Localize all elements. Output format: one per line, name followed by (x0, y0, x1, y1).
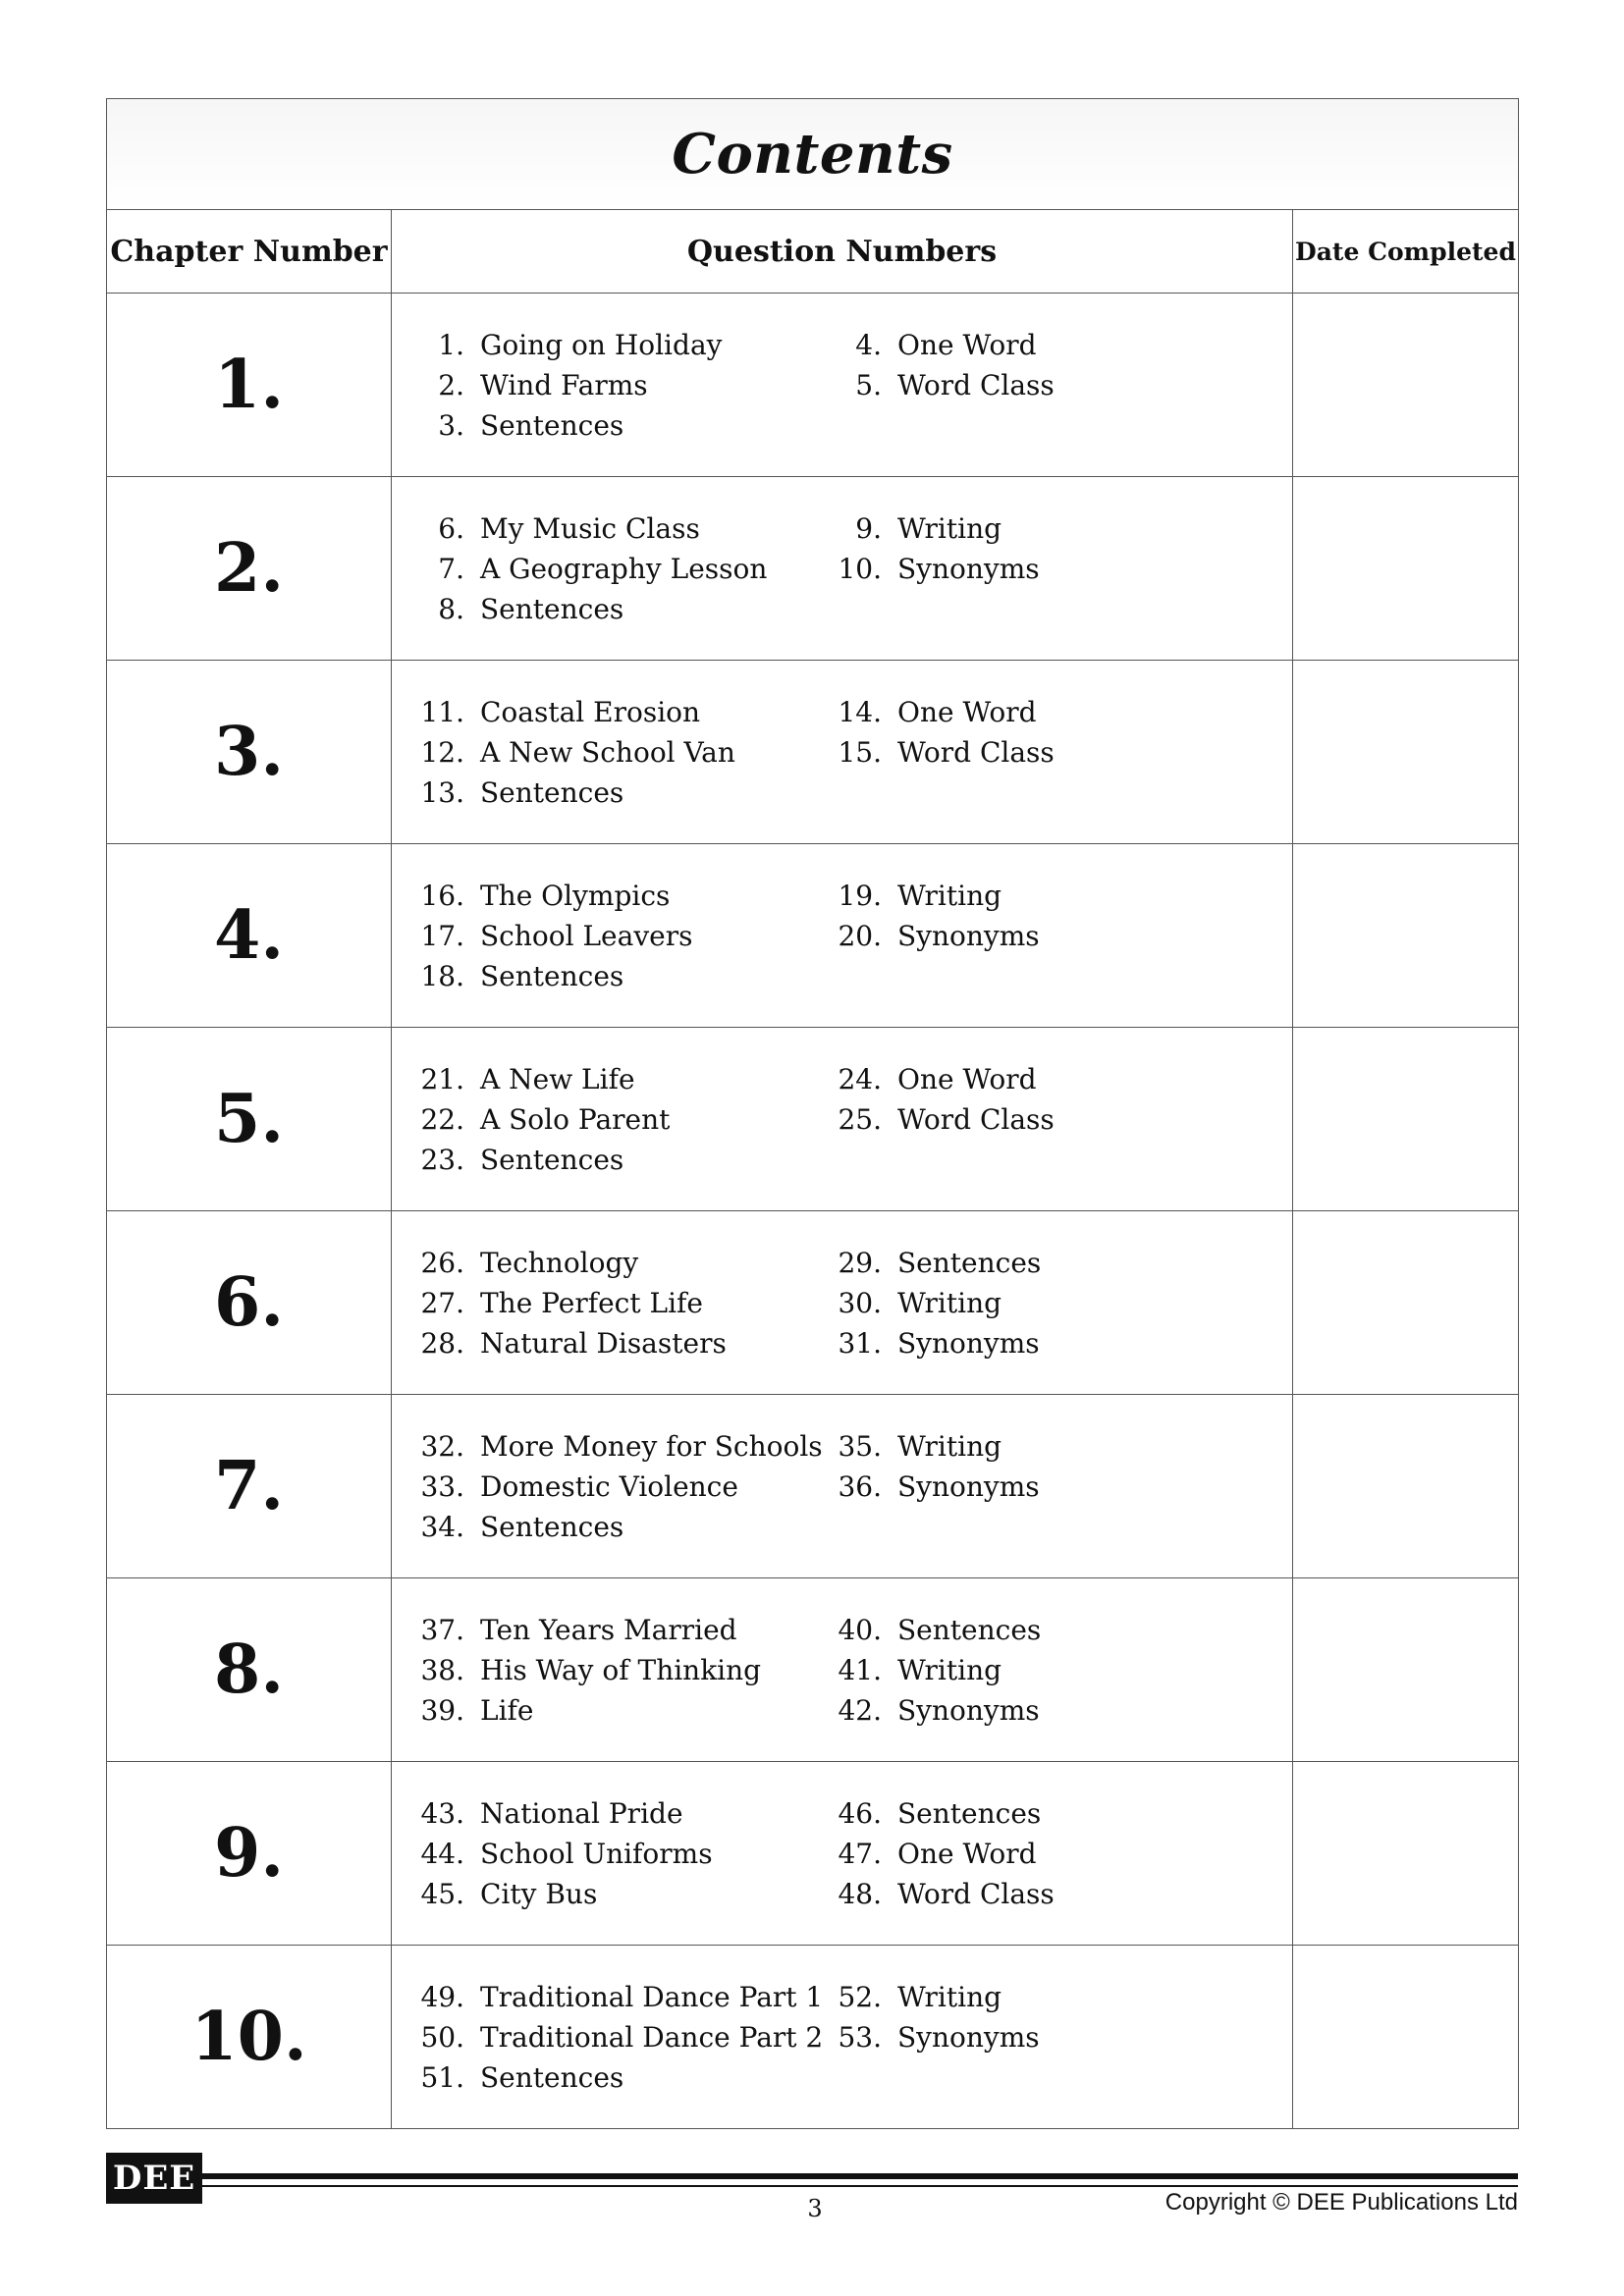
question-item (406, 1510, 823, 1544)
question-grid (406, 879, 1292, 993)
question-grid (406, 695, 1292, 810)
question-title: His Way of Thinking (480, 1653, 762, 1686)
question-list (392, 1762, 1293, 1946)
question-item (406, 592, 823, 626)
chapter-row (107, 1028, 1519, 1211)
chapter-row (107, 1946, 1519, 2129)
question-number: 16. (420, 879, 464, 912)
chapter-number: 3. (107, 661, 392, 844)
question-number: 1. (438, 328, 464, 361)
question-item (823, 408, 1176, 443)
footer-rule-thick (202, 2173, 1518, 2179)
question-grid (406, 328, 1292, 443)
question-list (392, 1028, 1293, 1211)
question-title: Sentences (480, 1143, 624, 1176)
question-item (823, 328, 1176, 362)
question-title: Traditional Dance Part 1 (480, 1980, 824, 2013)
question-number: 50. (420, 2020, 464, 2054)
question-title: Word Class (897, 368, 1055, 401)
question-item (823, 1469, 1176, 1504)
question-number: 15. (838, 735, 882, 769)
question-title: Wind Farms (480, 368, 648, 401)
question-title: Sentences (480, 2060, 624, 2094)
question-title: School Uniforms (480, 1837, 713, 1870)
question-item (406, 1469, 823, 1504)
question-item (823, 2060, 1176, 2095)
question-number: 14. (838, 695, 882, 728)
question-item (406, 1286, 823, 1320)
date-completed-cell[interactable] (1293, 1946, 1519, 2129)
question-number: 46. (838, 1796, 882, 1830)
question-number: 9. (855, 511, 882, 545)
dee-logo: DEE (106, 2153, 202, 2204)
question-item (823, 1062, 1176, 1096)
question-number: 5. (855, 368, 882, 401)
date-completed-cell[interactable] (1293, 661, 1519, 844)
chapter-row (107, 294, 1519, 477)
question-item (823, 511, 1176, 546)
question-item (406, 408, 823, 443)
question-item (823, 2020, 1176, 2055)
question-item (823, 1246, 1176, 1280)
date-completed-cell[interactable] (1293, 844, 1519, 1028)
question-item (406, 328, 823, 362)
question-number: 3. (438, 408, 464, 442)
question-title: A Solo Parent (480, 1102, 671, 1136)
question-item (823, 368, 1176, 402)
question-title: Sentences (480, 959, 624, 992)
question-title: More Money for Schools (480, 1429, 823, 1463)
question-item (823, 879, 1176, 913)
question-item (406, 1246, 823, 1280)
question-number: 17. (420, 919, 464, 952)
question-item (823, 1796, 1176, 1831)
page-number: 3 (807, 2195, 823, 2222)
question-item (823, 919, 1176, 953)
question-grid (406, 1246, 1292, 1361)
question-number: 48. (838, 1877, 882, 1910)
question-item (406, 2020, 823, 2055)
page-title: Contents (107, 99, 1519, 210)
question-number: 37. (420, 1613, 464, 1646)
question-title: Sentences (480, 1510, 624, 1543)
question-grid (406, 511, 1292, 626)
question-item (823, 1429, 1176, 1464)
question-number: 19. (838, 879, 882, 912)
question-number: 30. (838, 1286, 882, 1319)
question-item (406, 1653, 823, 1687)
question-title: Sentences (897, 1246, 1042, 1279)
question-number: 51. (420, 2060, 464, 2094)
question-number: 29. (838, 1246, 882, 1279)
question-list (392, 1211, 1293, 1395)
chapter-number: 10. (107, 1946, 392, 2129)
question-item (406, 919, 823, 953)
question-title: The Olympics (480, 879, 671, 912)
question-item (823, 1286, 1176, 1320)
question-number: 7. (438, 552, 464, 585)
question-number: 10. (838, 552, 882, 585)
question-item (823, 695, 1176, 729)
question-number: 23. (420, 1143, 464, 1176)
question-number: 25. (838, 1102, 882, 1136)
question-title: City Bus (480, 1877, 598, 1910)
question-number: 6. (438, 511, 464, 545)
question-title: A Geography Lesson (480, 552, 768, 585)
question-item (406, 1102, 823, 1137)
question-title: Sentences (897, 1613, 1042, 1646)
question-title: Writing (897, 1653, 1002, 1686)
question-number: 12. (420, 735, 464, 769)
date-completed-header: Date Completed (1293, 210, 1519, 294)
date-completed-cell[interactable] (1293, 1578, 1519, 1762)
question-item (823, 959, 1176, 993)
question-number: 13. (420, 775, 464, 809)
question-title: Synonyms (897, 2020, 1040, 2054)
question-title: Ten Years Married (480, 1613, 737, 1646)
question-number: 22. (420, 1102, 464, 1136)
question-title: Sentences (480, 775, 624, 809)
question-item (406, 959, 823, 993)
chapter-number: 5. (107, 1028, 392, 1211)
question-number: 44. (420, 1837, 464, 1870)
question-number: 45. (420, 1877, 464, 1910)
question-title: Sentences (897, 1796, 1042, 1830)
question-number: 53. (838, 2020, 882, 2054)
question-item (406, 695, 823, 729)
chapter-number: 7. (107, 1395, 392, 1578)
question-number: 42. (838, 1693, 882, 1727)
question-item (406, 1837, 823, 1871)
question-title: The Perfect Life (480, 1286, 703, 1319)
question-title: Synonyms (897, 1326, 1040, 1360)
chapter-row (107, 1211, 1519, 1395)
question-list (392, 477, 1293, 661)
question-title: A New Life (480, 1062, 635, 1095)
header-row (107, 210, 1519, 294)
question-title: Going on Holiday (480, 328, 723, 361)
question-list (392, 294, 1293, 477)
date-completed-cell[interactable] (1293, 1028, 1519, 1211)
question-item (406, 775, 823, 810)
question-title: A New School Van (480, 735, 735, 769)
chapter-number: 9. (107, 1762, 392, 1946)
question-number: 39. (420, 1693, 464, 1727)
question-title: Writing (897, 879, 1002, 912)
question-title: Synonyms (897, 552, 1040, 585)
question-item (823, 1510, 1176, 1544)
question-title: Sentences (480, 592, 624, 625)
question-item (406, 1326, 823, 1361)
question-grid (406, 1980, 1292, 2095)
chapter-row (107, 844, 1519, 1028)
question-item (823, 1613, 1176, 1647)
question-number: 27. (420, 1286, 464, 1319)
question-item (406, 1693, 823, 1728)
question-item (406, 1980, 823, 2014)
footer-rule-thin (202, 2185, 1518, 2187)
question-item (823, 1143, 1176, 1177)
date-completed-cell[interactable] (1293, 1211, 1519, 1395)
question-item (823, 592, 1176, 626)
chapter-list (107, 294, 1519, 2129)
date-completed-cell[interactable] (1293, 1762, 1519, 1946)
question-number: 11. (420, 695, 464, 728)
question-item (823, 1837, 1176, 1871)
question-title: Life (480, 1693, 534, 1727)
chapter-number: 4. (107, 844, 392, 1028)
question-item (406, 1877, 823, 1911)
question-item (406, 735, 823, 770)
date-completed-cell[interactable] (1293, 1395, 1519, 1578)
question-number: 35. (838, 1429, 882, 1463)
question-title: Word Class (897, 735, 1055, 769)
question-item (406, 1062, 823, 1096)
question-item (406, 879, 823, 913)
question-title: Word Class (897, 1877, 1055, 1910)
question-number: 33. (420, 1469, 464, 1503)
chapter-row (107, 661, 1519, 844)
question-title: One Word (897, 1062, 1037, 1095)
question-number: 43. (420, 1796, 464, 1830)
question-item (406, 2060, 823, 2095)
question-item (823, 775, 1176, 810)
question-number: 47. (838, 1837, 882, 1870)
chapter-number: 6. (107, 1211, 392, 1395)
question-list (392, 661, 1293, 844)
chapter-number-header: Chapter Number (107, 210, 392, 294)
question-title: Synonyms (897, 1469, 1040, 1503)
question-number: 31. (838, 1326, 882, 1360)
question-number: 8. (438, 592, 464, 625)
question-number: 38. (420, 1653, 464, 1686)
question-item (406, 552, 823, 586)
question-item (406, 511, 823, 546)
question-number: 36. (838, 1469, 882, 1503)
question-number: 28. (420, 1326, 464, 1360)
question-item (823, 1980, 1176, 2014)
question-number: 26. (420, 1246, 464, 1279)
question-title: One Word (897, 1837, 1037, 1870)
question-title: School Leavers (480, 919, 693, 952)
chapter-row (107, 1578, 1519, 1762)
chapter-number: 1. (107, 294, 392, 477)
question-title: Writing (897, 1980, 1002, 2013)
question-number: 4. (855, 328, 882, 361)
question-number: 49. (420, 1980, 464, 2013)
question-title: Writing (897, 511, 1002, 545)
question-item (406, 368, 823, 402)
question-item (823, 1102, 1176, 1137)
question-item (823, 1877, 1176, 1911)
contents-table (106, 98, 1519, 2129)
question-item (406, 1143, 823, 1177)
title-row (107, 99, 1519, 210)
question-number: 52. (838, 1980, 882, 2013)
question-number: 41. (838, 1653, 882, 1686)
copyright-notice: Copyright © DEE Publications Ltd (1164, 2189, 1518, 2216)
question-grid (406, 1613, 1292, 1728)
question-grid (406, 1429, 1292, 1544)
question-item (406, 1613, 823, 1647)
question-title: One Word (897, 695, 1037, 728)
question-grid (406, 1062, 1292, 1177)
question-item (406, 1429, 823, 1464)
question-item (823, 1653, 1176, 1687)
question-number: 18. (420, 959, 464, 992)
question-number: 21. (420, 1062, 464, 1095)
question-title: My Music Class (480, 511, 700, 545)
question-number: 24. (838, 1062, 882, 1095)
question-item (823, 735, 1176, 770)
question-title: Technology (480, 1246, 639, 1279)
question-list (392, 1395, 1293, 1578)
date-completed-cell[interactable] (1293, 294, 1519, 477)
question-title: Traditional Dance Part 2 (480, 2020, 824, 2054)
question-title: Word Class (897, 1102, 1055, 1136)
question-numbers-header: Question Numbers (392, 210, 1293, 294)
question-title: Synonyms (897, 1693, 1040, 1727)
chapter-row (107, 477, 1519, 661)
question-item (823, 1326, 1176, 1361)
question-item (823, 1693, 1176, 1728)
question-item (406, 1796, 823, 1831)
question-title: Writing (897, 1286, 1002, 1319)
chapter-number: 8. (107, 1578, 392, 1762)
chapter-row (107, 1395, 1519, 1578)
question-title: One Word (897, 328, 1037, 361)
question-title: Natural Disasters (480, 1326, 727, 1360)
question-number: 2. (438, 368, 464, 401)
question-title: Domestic Violence (480, 1469, 738, 1503)
question-number: 32. (420, 1429, 464, 1463)
question-item (823, 552, 1176, 586)
date-completed-cell[interactable] (1293, 477, 1519, 661)
question-title: Coastal Erosion (480, 695, 701, 728)
question-number: 40. (838, 1613, 882, 1646)
chapter-row (107, 1762, 1519, 1946)
question-grid (406, 1796, 1292, 1911)
question-title: Writing (897, 1429, 1002, 1463)
question-title: National Pride (480, 1796, 683, 1830)
chapter-number: 2. (107, 477, 392, 661)
question-number: 20. (838, 919, 882, 952)
question-list (392, 1946, 1293, 2129)
question-list (392, 844, 1293, 1028)
question-title: Synonyms (897, 919, 1040, 952)
question-list (392, 1578, 1293, 1762)
question-number: 34. (420, 1510, 464, 1543)
question-title: Sentences (480, 408, 624, 442)
